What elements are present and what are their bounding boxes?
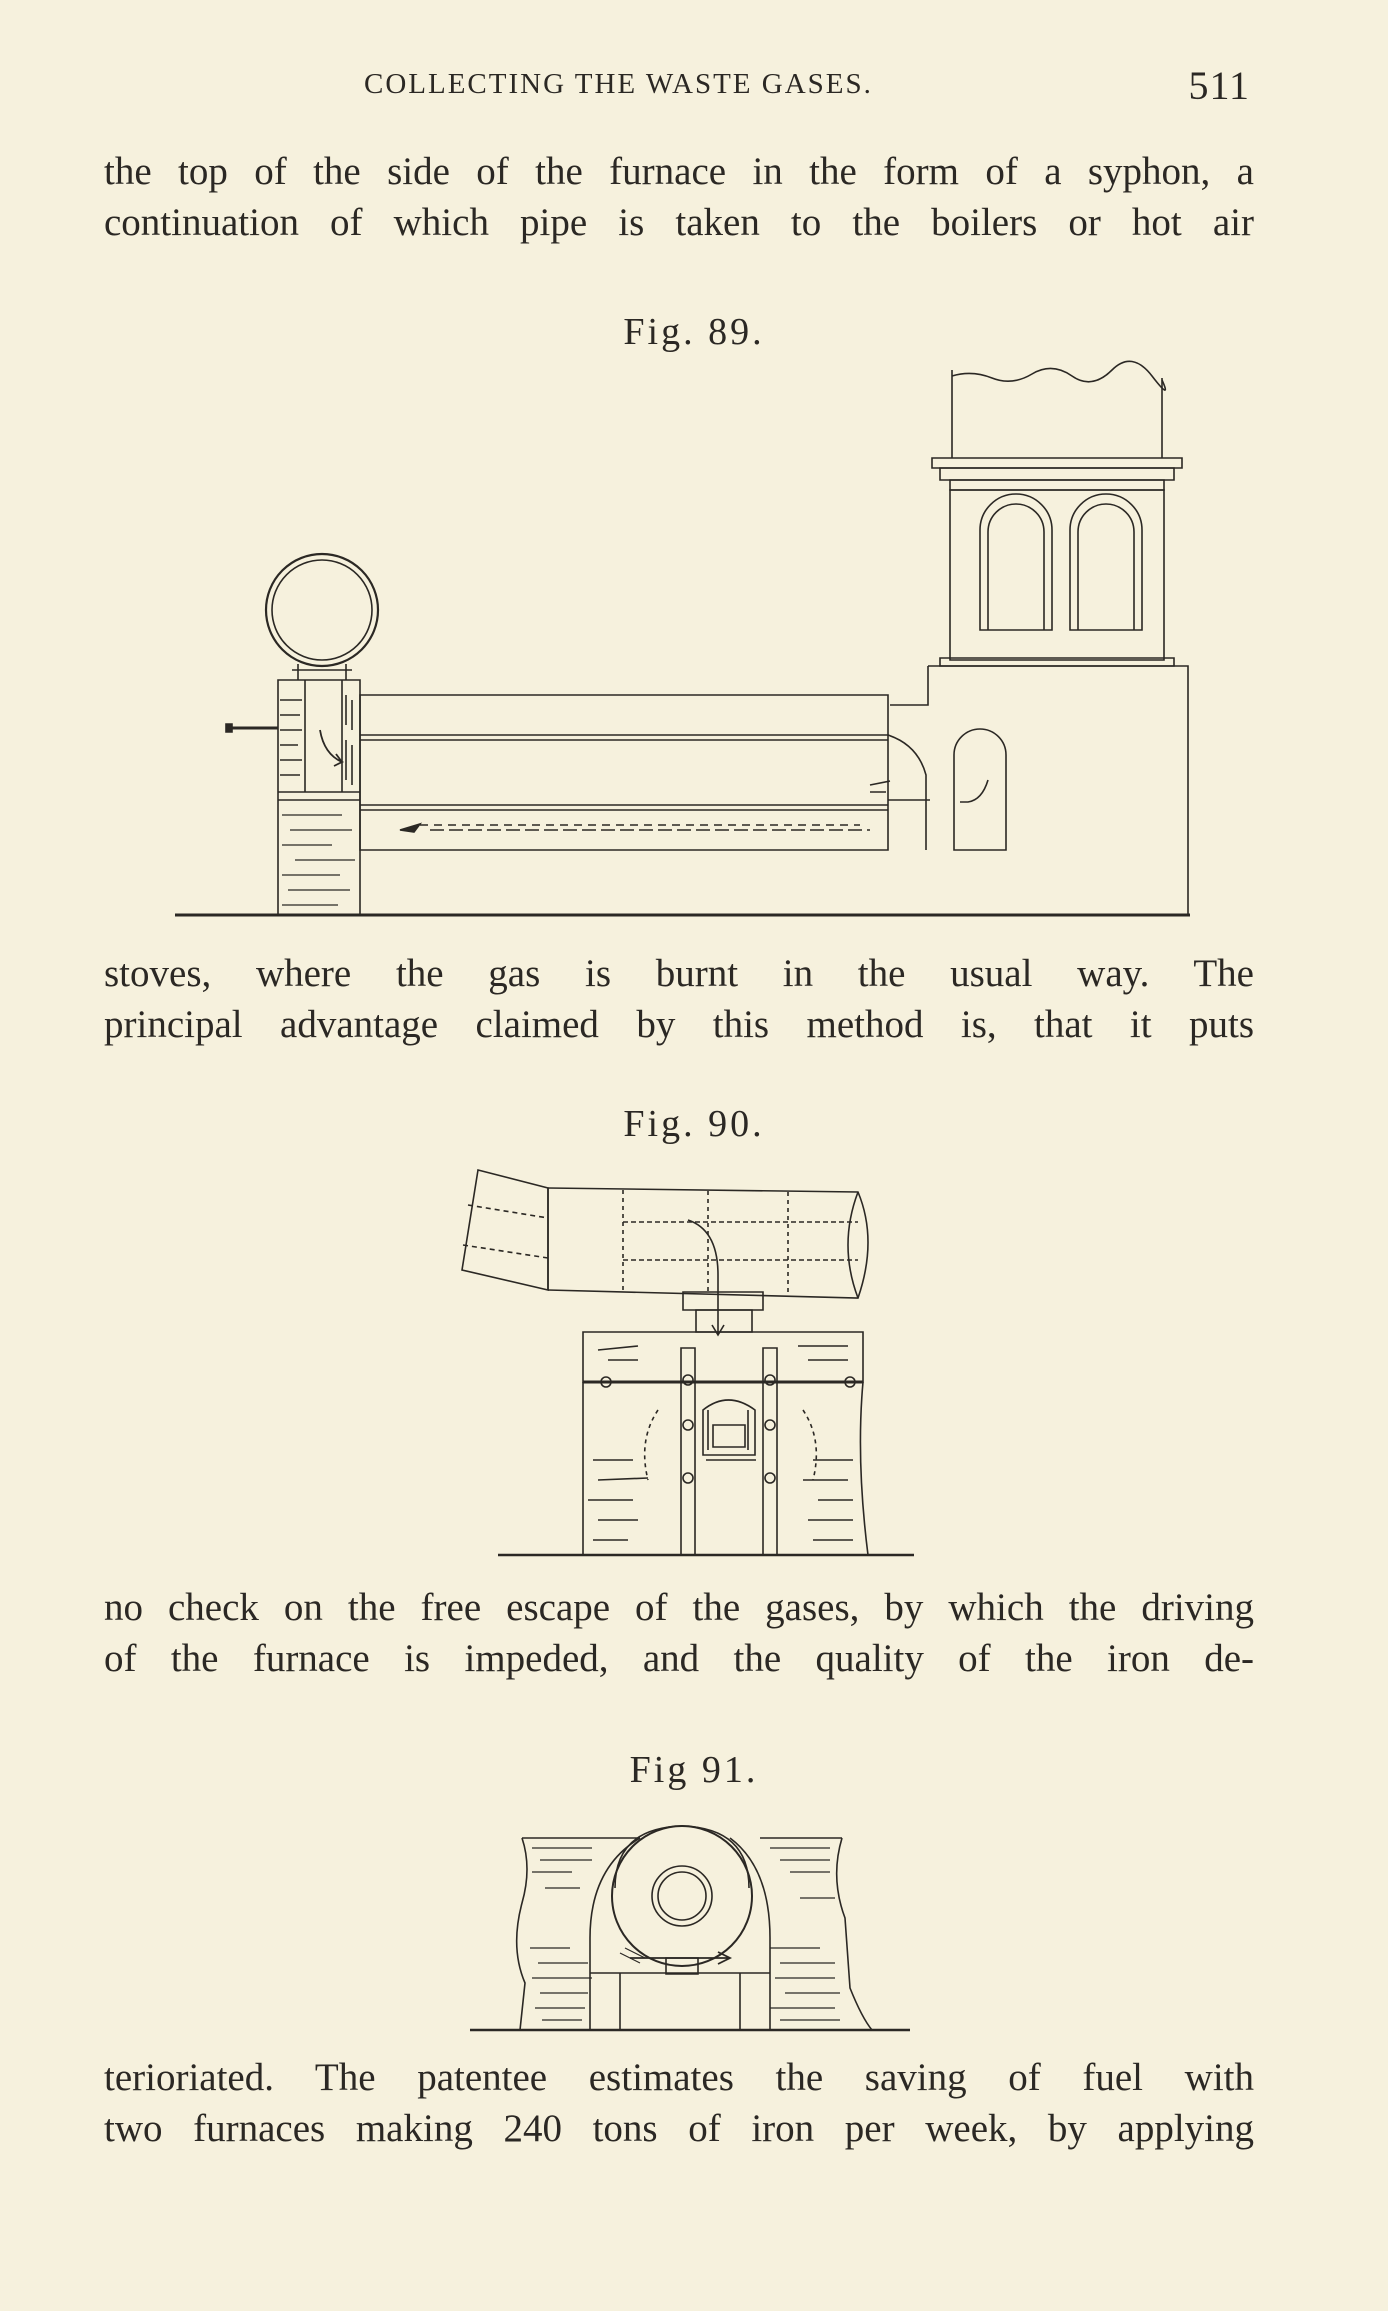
paragraph-4 (104, 2052, 1254, 2154)
figure-89-caption: Fig. 89. (623, 311, 765, 353)
text-line: terioriated. The patentee estimates the saving of fuel with (104, 2056, 1254, 2099)
text-line: the top of the side of the furnace in the form of a syphon, a (104, 150, 1254, 193)
running-title: COLLECTING THE WASTE GASES. (364, 68, 873, 100)
text-line: no check on the free escape of the gases, by which the driving (104, 1586, 1254, 1629)
figure-89-illustration (170, 360, 1210, 920)
page-number: 511 (1188, 63, 1250, 108)
figure-90-caption: Fig. 90. (623, 1103, 765, 1145)
figure-91-caption: Fig 91. (629, 1749, 759, 1791)
text-line: of the furnace is impeded, and the quality of the iron de- (104, 1637, 1254, 1680)
figure-91-illustration (470, 1808, 910, 2038)
text-line: stoves, where the gas is burnt in the usual way. The (104, 952, 1254, 995)
paragraph-1 (104, 146, 1254, 248)
figure-90-illustration (458, 1160, 928, 1560)
text-line: principal advantage claimed by this method is, that it puts (104, 1003, 1254, 1046)
paragraph-3 (104, 1582, 1254, 1684)
page-header (0, 62, 1388, 112)
text-line: two furnaces making 240 tons of iron per week, by applying (104, 2107, 1254, 2150)
paragraph-2 (104, 948, 1254, 1050)
text-line: continuation of which pipe is taken to the boilers or hot air (104, 201, 1254, 244)
